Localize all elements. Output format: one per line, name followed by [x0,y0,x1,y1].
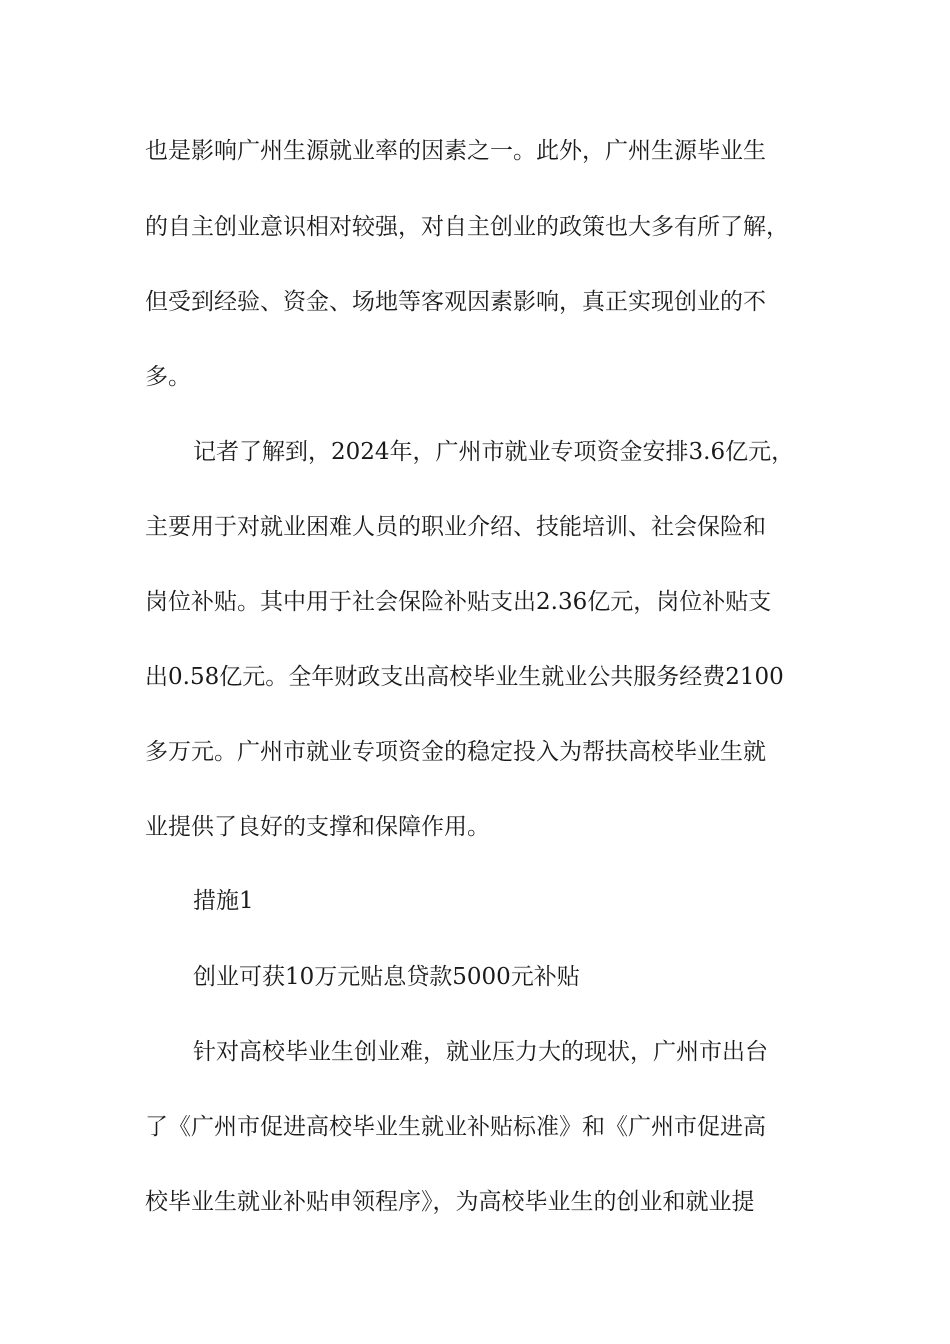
text-line-6: 主要用于对就业困难人员的职业介绍、技能培训、社会保险和 [145,514,766,540]
text-line-1: 也是影响广州生源就业率的因素之一。此外，广州生源毕业生 [145,138,766,164]
text-line-4: 多。 [145,364,191,390]
section-heading: 措施1 [193,888,254,914]
section-subheading: 创业可获10万元贴息贷款5000元补贴 [193,964,580,990]
text-line-15: 校毕业生就业补贴申领程序》，为高校毕业生的创业和就业提 [145,1189,755,1215]
text-line-8: 出0.58亿元。全年财政支出高校毕业生就业公共服务经费2100 [145,664,784,690]
text-line-5: 记者了解到，2024年，广州市就业专项资金安排3.6亿元， [193,439,795,465]
text-line-14: 了《广州市促进高校毕业生就业补贴标准》和《广州市促进高 [145,1114,766,1140]
text-line-9: 多万元。广州市就业专项资金的稳定投入为帮扶高校毕业生就 [145,739,766,765]
text-line-13: 针对高校毕业生创业难，就业压力大的现状，广州市出台 [193,1039,768,1065]
text-line-10: 业提供了良好的支撑和保障作用。 [145,814,490,840]
text-line-7: 岗位补贴。其中用于社会保险补贴支出2.36亿元，岗位补贴支 [145,589,772,615]
text-line-3: 但受到经验、资金、场地等客观因素影响，真正实现创业的不 [145,289,766,315]
text-line-2: 的自主创业意识相对较强，对自主创业的政策也大多有所了解， [145,214,789,240]
